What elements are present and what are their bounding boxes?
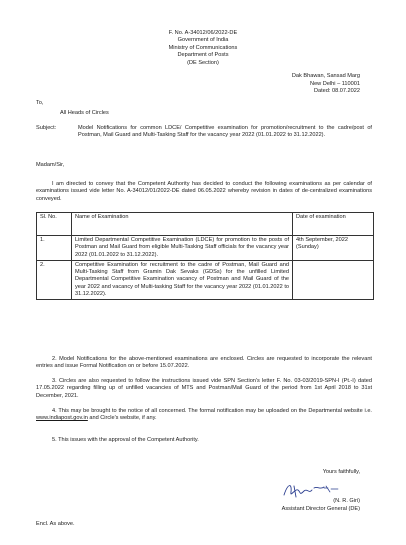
row-sl-no: 1. <box>37 236 72 261</box>
paragraph-5: 5. This issues with the approval of the Competent Authority. <box>52 437 199 443</box>
row-exam-name: Competitive Examination for recruitment to the cadre of Postman, Mail Guard and Multi-Tasking Staff from Gramin Dak Sevaks (GDSs) for the unfilled Limited Departmental Competitive Examination vacancy of Postman and Mail Guard of the year 2022 and vacancy of Multi-tasking Staff for the vacancy year 2022 (01.01.2022 to 31.12.2022). <box>72 260 293 299</box>
subject-label: Subject: <box>36 125 57 131</box>
examination-table <box>36 212 374 300</box>
row-exam-date: 4th September, 2022 (Sunday) <box>293 236 374 261</box>
ministry-line: Ministry of Communications <box>168 44 238 51</box>
header-sl-no: Sl. No. <box>37 213 72 236</box>
signatory-designation: Assistant Director General (DE) <box>281 505 360 512</box>
india-post-website-link[interactable]: www.indiapost.gov.in <box>36 415 88 422</box>
paragraph-4 <box>36 408 372 423</box>
section-line: (DE Section) <box>187 59 219 66</box>
table-header-row <box>37 213 374 236</box>
subject-block <box>36 125 372 140</box>
header-date: Date of examination <box>293 213 374 236</box>
address-line-1: Dak Bhawan, Sansad Marg <box>291 73 360 79</box>
to-label: To, <box>36 100 44 106</box>
paragraph-4-text-end: and Circle's website, if any. <box>87 415 157 422</box>
header-name: Name of Examination <box>72 213 293 236</box>
signatory-block <box>282 498 360 513</box>
subject-text: Model Notifications for common LDCE/ Competitive examination for promotion/recruitment to the cadre/post of Postman, Mail Guard and Multi-Tasking Staff for the vacancy year 2022 (01.01.2022 to 31.12.2022). <box>78 125 372 139</box>
signatory-name: (N. R. Giri) <box>333 498 360 504</box>
row-exam-name: Limited Departmental Competitive Examination (LDCE) for promotion to the posts of Postman and Mail Guard from eligible Multi-Tasking Staff officials for the vacancy year 2022 (01.01.2022 to 31.12.2022). <box>72 236 293 261</box>
table-row <box>37 236 374 261</box>
row-sl-no: 2. <box>37 260 72 299</box>
table-row <box>37 260 374 299</box>
address-line-2: New Delhi – 110001 <box>310 80 360 87</box>
row-exam-date <box>293 260 374 299</box>
paragraph-1: I am directed to convey that the Competent Authority has decided to conduct the following examinations as per calendar of examinations issued vide letter No. A-34012/01/2022-DE dated 06.05.2022 whereby revision in dates of de-centralized examinations conveyed. <box>36 181 372 202</box>
sender-address <box>292 73 360 96</box>
paragraph-4-text-start: 4. This may be brought to the notice of all concerned. The formal notification may be uploaded on the Departmental website i.e. <box>52 408 372 414</box>
file-number: F. No. A-34012/06/2022-DE <box>168 30 238 36</box>
letter-date: Dated: 08.07.2022 <box>313 88 360 95</box>
enclosure-note: Encl. As above. <box>36 521 75 527</box>
letter-header <box>0 30 406 67</box>
salutation: Madam/Sir, <box>36 162 65 168</box>
department-line: Department of Posts <box>177 52 229 59</box>
paragraph-2: 2. Model Notifications for the above-mentioned examinations are enclosed. Circles are requested to incorporate the relevant entries and issue Formal Notification on or before 15.07.2022. <box>36 356 372 370</box>
recipient: All Heads of Circles <box>60 110 109 116</box>
government-line: Government of India <box>177 37 229 44</box>
yours-faithfully: Yours faithfully, <box>322 469 360 475</box>
paragraph-3: 3. Circles are also requested to follow the instructions issued vide SPN Section's letter F. No. 03-03/2019-SPN-I (Pt.-I) dated 17.05.2022 regarding filling up of unfilled vacancies of MTS and Postman/Mail Guard of the period from 1st April 2018 to 31st December, 2021. <box>36 378 372 399</box>
